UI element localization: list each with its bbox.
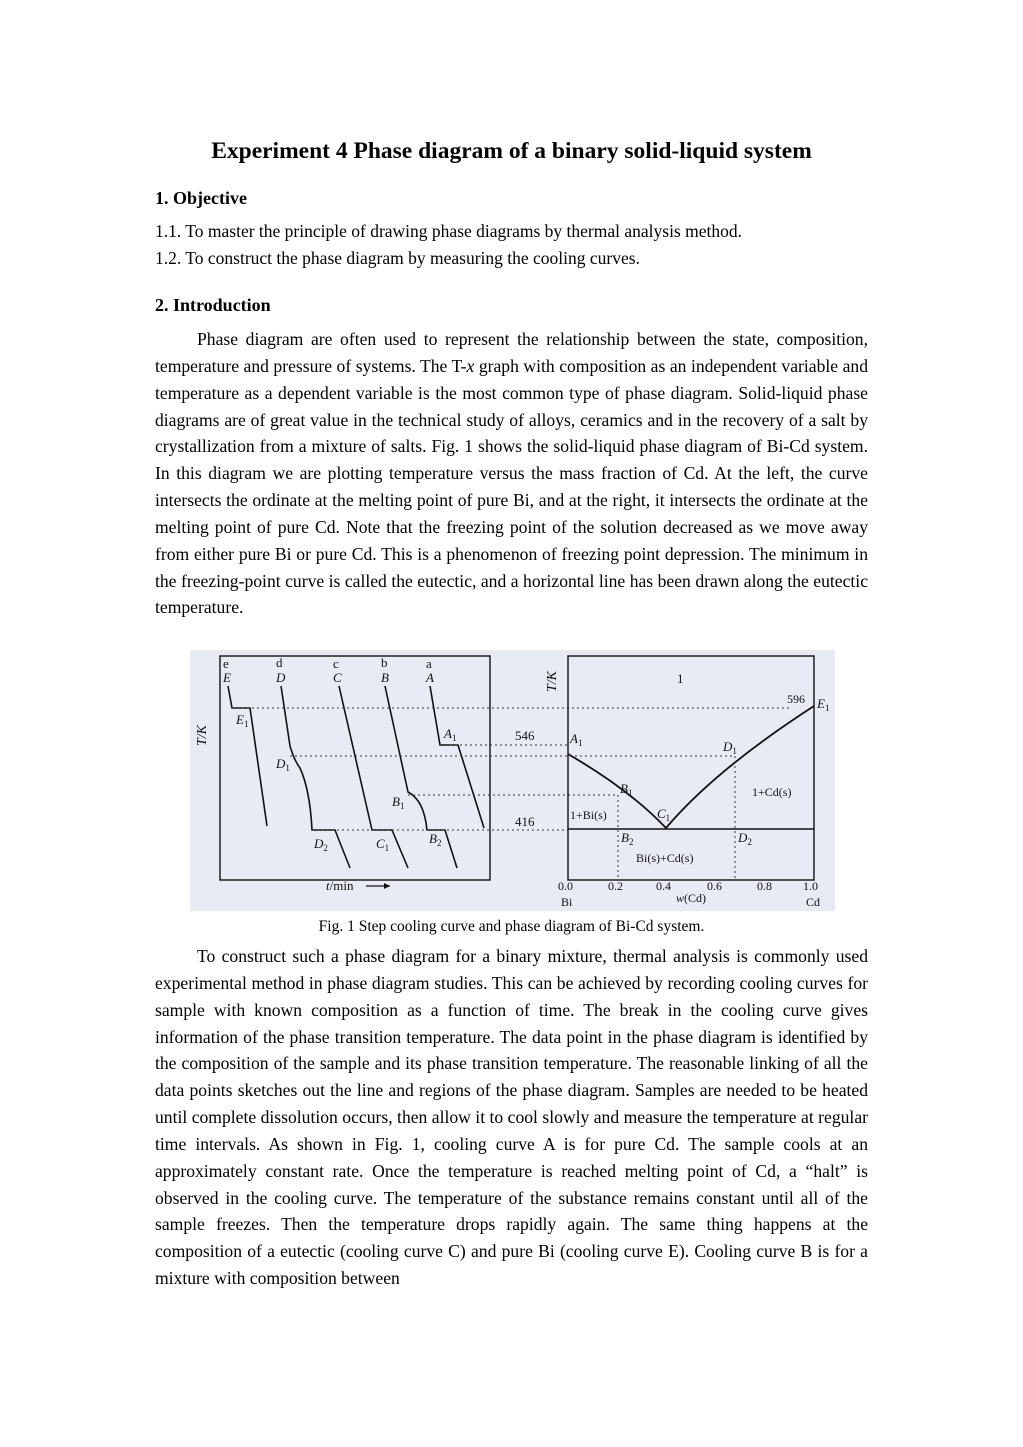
region-solid: Bi(s)+Cd(s) (636, 851, 694, 865)
curve-letter-e: e (223, 656, 229, 671)
x-end-label-cd: Cd (806, 895, 821, 909)
xtick-0.0: 0.0 (558, 879, 573, 893)
temp-label-596: 596 (787, 692, 805, 706)
xtick-0.2: 0.2 (608, 879, 623, 893)
curve-label-E: E (223, 670, 231, 685)
curve-letter-b: b (381, 655, 388, 670)
curve-letter-d: d (276, 655, 283, 670)
figure-1 (190, 650, 835, 911)
objective-item-2: 1.2. To construct the phase diagram by measuring the cooling curves. (155, 248, 640, 268)
temp-label-416: 416 (515, 814, 535, 829)
x-end-label-bi: Bi (561, 895, 573, 909)
cooling-curve-C (339, 686, 408, 868)
p1-text-b: graph with composition as an independent variable and temperature as a dependent variable is the most common type of phase diagram. Solid-liquid phase diagrams are of great value in the technical study of alloys, ceramics and in the recovery of a salt by crystallization from a mixture of salts. Fig. 1 shows the solid-liquid phase diagram of Bi-Cd system. In this diagram we are plotting temperature versus the mass fraction of Cd. At the left, the curve intersects the ordinate at the melting point of pure Bi, and at the right, it intersects the ordinate at the melting point of pure Cd. Note that the freezing point of the solution decreased as we move away from either pure Bi or pure Cd. This is a phenomenon of freezing point depression. The minimum in the freezing-point curve is called the eutectic, and a horizontal line has been drawn along the eutectic temperature. (155, 355, 868, 618)
phase-label-C1: $C_1$ (657, 806, 671, 823)
phase-xlabel: w(Cd) (676, 891, 707, 905)
cooling-label-D2: $D_2$ (314, 836, 328, 853)
curve-label-D: D (276, 670, 286, 685)
cooling-curves-panel (195, 655, 490, 893)
temp-label-546: 546 (515, 728, 535, 743)
introduction-paragraph-2: To construct such a phase diagram for a binary mixture, thermal analysis is commonly used experimental method in phase diagram studies. This can be achieved by recording cooling curves for sample with known composition as a function of time. The break in the cooling curve gives information of the phase transition temperature. The data point in the phase diagram is identified by the composition of the sample and its phase transition temperature. The reasonable linking of all the data points sketches out the line and regions of the phase diagram. Samples are needed to be heated until complete dissolution occurs, then allow it to cool slowly and measure the temperature at regular time intervals. As shown in Fig. 1, cooling curve A is for pure Cd. The sample cools at an approximately constant rate. Once the temperature is reached melting point of Cd, a “halt” is observed in the cooling curve. The temperature of the substance remains constant until all of the sample freezes. Then the temperature drops rapidly again. The same thing happens at the composition of a eutectic (cooling curve C) and pure Bi (cooling curve E). Cooling curve B is for a mixture with composition between (155, 946, 868, 1289)
cooling-label-B2: $B_2$ (429, 831, 442, 848)
phase-ylabel: T/K (545, 670, 560, 692)
region-liquid-cd: 1+Cd(s) (752, 785, 792, 799)
p1-variable-x: x (466, 355, 475, 376)
curve-letter-a: a (426, 656, 432, 671)
cooling-label-A1: $A_1$ (444, 726, 457, 743)
xtick-0.6: 0.6 (707, 879, 722, 893)
curve-label-B: B (381, 670, 389, 685)
region-liquid-bi: 1+Bi(s) (570, 808, 607, 822)
cooling-label-D1: $D_1$ (276, 756, 290, 773)
objective-heading: 1. Objective (155, 188, 247, 208)
phase-label-A1: $A_1$ (570, 731, 583, 748)
cooling-label-C1: $C_1$ (376, 836, 390, 853)
xtick-1.0: 1.0 (803, 879, 818, 893)
cooling-label-E1: $E_1$ (236, 712, 249, 729)
curve-label-A: A (426, 670, 434, 685)
phase-label-E1: $E_1$ (817, 696, 830, 713)
phase-panel-frame (568, 656, 814, 880)
introduction-paragraph-1 (155, 326, 868, 621)
page-title: Experiment 4 Phase diagram of a binary solid-liquid system (211, 138, 812, 164)
introduction-heading: 2. Introduction (155, 295, 271, 315)
phase-diagram-panel (515, 656, 829, 909)
curve-letter-c: c (333, 656, 339, 671)
curve-label-C: C (333, 670, 342, 685)
xtick-0.8: 0.8 (757, 879, 772, 893)
figure-caption: Fig. 1 Step cooling curve and phase diagram of Bi-Cd system. (318, 918, 705, 935)
figure-svg (190, 650, 835, 911)
cooling-ylabel: T/K (195, 724, 210, 746)
xtick-0.4: 0.4 (656, 879, 671, 893)
region-liquid: 1 (677, 671, 684, 686)
time-arrow-head (384, 883, 390, 889)
objective-item-1: 1.1. To master the principle of drawing phase diagrams by thermal analysis method. (155, 221, 742, 241)
phase-label-D1: $D_1$ (723, 739, 737, 756)
cooling-curve-E (228, 686, 267, 826)
phase-label-B1: $B_1$ (620, 781, 633, 798)
cooling-label-B1: $B_1$ (392, 794, 405, 811)
cooling-curve-A (430, 686, 484, 828)
cooling-xlabel: t/min (326, 878, 354, 893)
phase-label-D2: $D_2$ (738, 830, 752, 847)
p1-text-a: Phase diagram are often used to represent the relationship between the state, composition, temperature and pressure of systems. The T- (155, 329, 868, 376)
phase-label-B2: $B_2$ (621, 830, 634, 847)
connector-lines (232, 708, 790, 830)
